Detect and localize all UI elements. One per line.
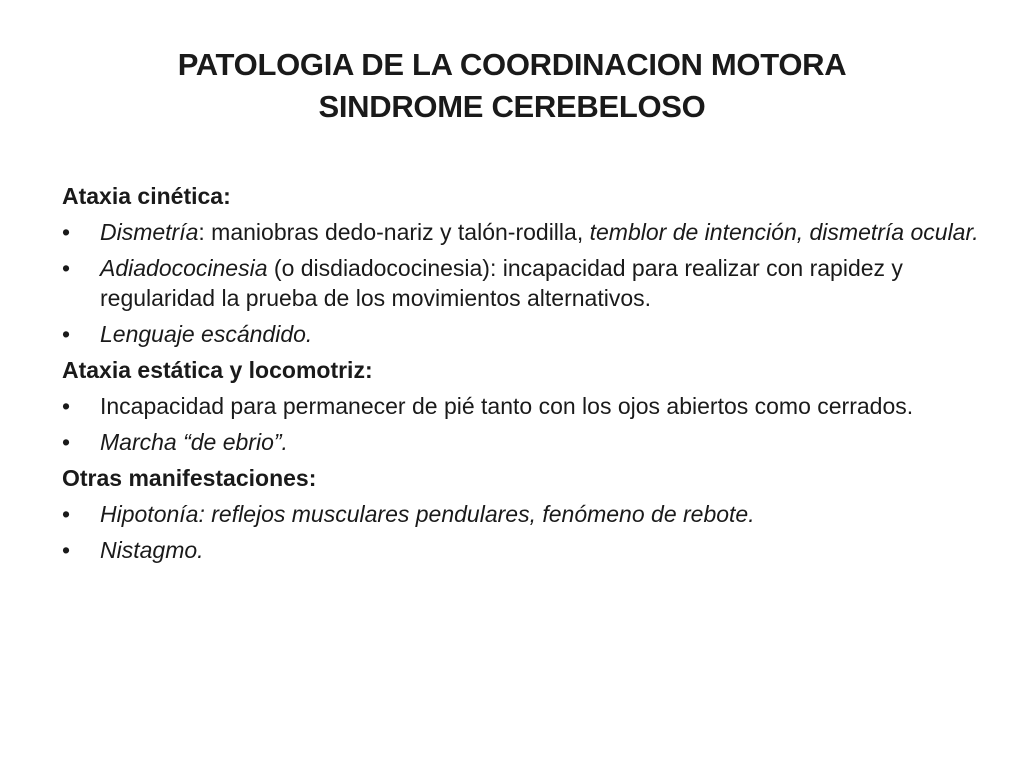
- item-text: (o disdiadococinesia): incapacidad para realizar con rapidez y regularidad la prueba de los movimientos alternativos.: [100, 255, 903, 311]
- item-text: : maniobras dedo-nariz y talón-rodilla,: [198, 219, 590, 245]
- list-item-nistagmo: [62, 535, 982, 565]
- term-lenguaje: Lenguaje escándido.: [100, 321, 313, 347]
- item-text: Incapacidad para permanecer de pié tanto con los ojos abiertos como cerrados.: [100, 393, 914, 419]
- section-heading-ataxia-estatica: Ataxia estática y locomotriz:: [62, 357, 373, 383]
- bullet-marker: •: [62, 537, 71, 563]
- term-nistagmo: Nistagmo.: [100, 537, 204, 563]
- item-text-italic: temblor de intención, dismetría ocular.: [589, 219, 979, 245]
- list-item-lenguaje: [62, 319, 982, 349]
- section-heading-otras: Otras manifestaciones:: [62, 465, 317, 491]
- title-line-1: PATOLOGIA DE LA COORDINACION MOTORA: [177, 47, 847, 82]
- list-item-adiadococinesia: [62, 253, 982, 313]
- bullet-marker: •: [62, 321, 71, 347]
- slide-body: [62, 181, 982, 571]
- bullet-marker: •: [62, 501, 71, 527]
- bullet-marker: •: [62, 255, 71, 281]
- term-hipotonia: Hipotonía: reflejos musculares pendulares, fenómeno de rebote.: [100, 501, 755, 527]
- slide-title: [60, 44, 964, 128]
- list-item-incapacidad: [62, 391, 982, 421]
- section-heading-ataxia-cinetica: Ataxia cinética:: [62, 183, 231, 209]
- term-marcha: Marcha “de ebrio”.: [100, 429, 288, 455]
- list-item-dismetria: [62, 217, 982, 247]
- term-dismetria: Dismetría: [100, 219, 199, 245]
- list-item-hipotonia: [62, 499, 982, 529]
- bullet-marker: •: [62, 393, 71, 419]
- bullet-marker: •: [62, 219, 71, 245]
- term-adiadococinesia: Adiadococinesia: [100, 255, 268, 281]
- bullet-marker: •: [62, 429, 71, 455]
- title-line-2: SINDROME CEREBELOSO: [318, 89, 706, 124]
- list-item-marcha: [62, 427, 982, 457]
